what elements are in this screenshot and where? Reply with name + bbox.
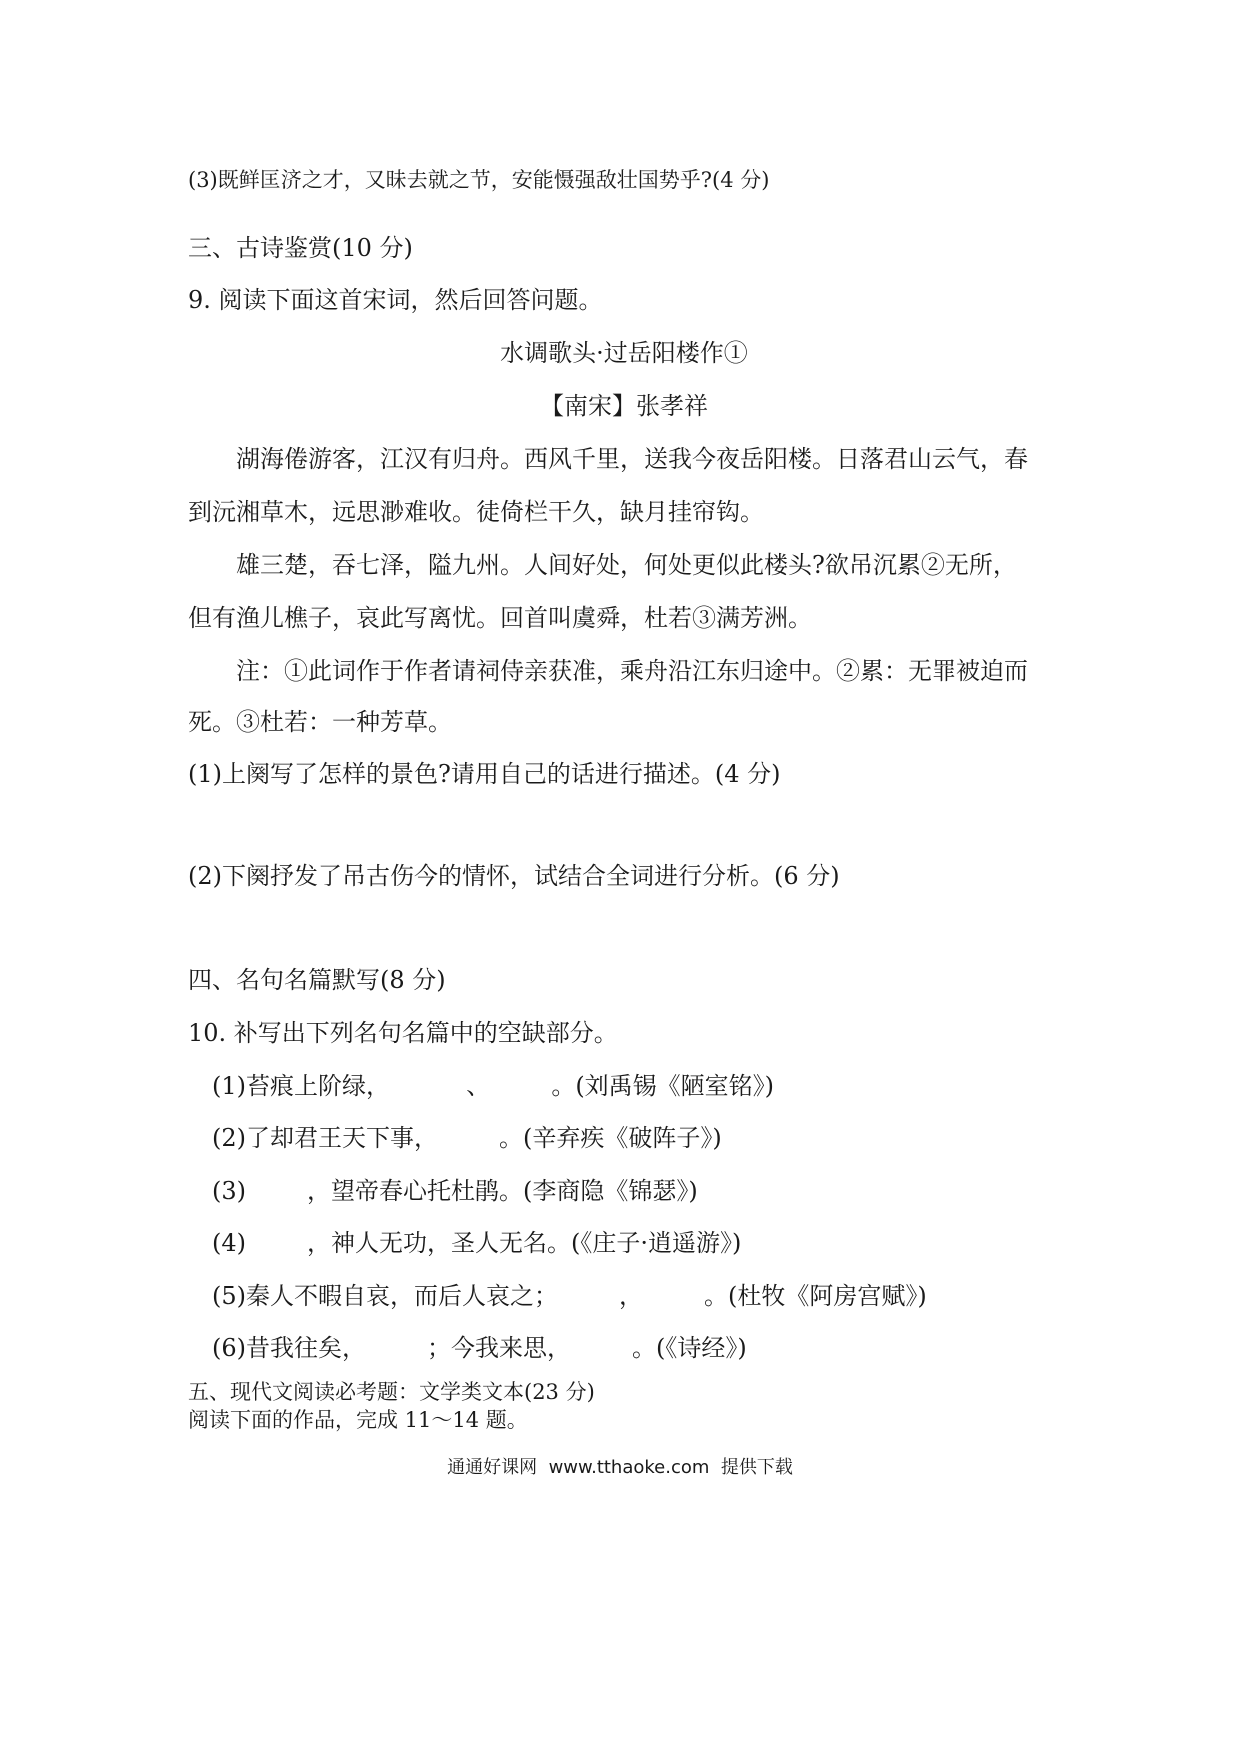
poem-line: 但有渔儿樵子，哀此写离忧。回首叫虞舜，杜若③满芳洲。 bbox=[188, 604, 812, 632]
fill-in-item: (1)苔痕上阶绿， 、 。(刘禹锡《陋室铭》) bbox=[212, 1072, 775, 1100]
question-9-prompt: 9. 阅读下面这首宋词，然后回答问题。 bbox=[188, 286, 603, 314]
poem-note: 死。③杜若：一种芳草。 bbox=[188, 708, 452, 736]
question-8-3: (3)既鲜匡济之才，又昧去就之节，安能慑强敌壮国势乎?(4 分) bbox=[188, 168, 770, 192]
fill-in-item: (5)秦人不暇自哀，而后人哀之； ， 。(杜牧《阿房宫赋》) bbox=[212, 1282, 927, 1310]
section-4-heading: 四、名句名篇默写(8 分) bbox=[188, 966, 446, 994]
poem-line: 湖海倦游客，江汉有归舟。西风千里，送我今夜岳阳楼。日落君山云气，春 bbox=[236, 445, 1028, 473]
question-9-1: (1)上阕写了怎样的景色?请用自己的话进行描述。(4 分) bbox=[188, 760, 781, 788]
fill-in-item: (6)昔我往矣， ；今我来思， 。(《诗经》) bbox=[212, 1334, 747, 1362]
poem-title: 水调歌头·过岳阳楼作① bbox=[500, 339, 748, 367]
fill-in-item: (2)了却君王天下事， 。(辛弃疾《破阵子》) bbox=[212, 1124, 722, 1152]
question-10-prompt: 10. 补写出下列名句名篇中的空缺部分。 bbox=[188, 1019, 618, 1047]
question-9-2: (2)下阕抒发了吊古伤今的情怀，试结合全词进行分析。(6 分) bbox=[188, 862, 840, 890]
fill-in-item: (3) ，望帝春心托杜鹃。(李商隐《锦瑟》) bbox=[212, 1177, 698, 1205]
poem-note: 注：①此词作于作者请祠侍亲获准，乘舟沿江东归途中。②累：无罪被迫而 bbox=[236, 657, 1028, 685]
section-5-prompt: 阅读下面的作品，完成 11～14 题。 bbox=[188, 1408, 528, 1432]
section-5-heading: 五、现代文阅读必考题：文学类文本(23 分) bbox=[188, 1380, 595, 1404]
poem-line: 到沅湘草木，远思渺难收。徒倚栏干久，缺月挂帘钩。 bbox=[188, 498, 764, 526]
fill-in-item: (4) ，神人无功，圣人无名。(《庄子·逍遥游》) bbox=[212, 1229, 742, 1257]
page-footer: 通通好课网 www.tthaoke.com 提供下载 bbox=[447, 1457, 793, 1478]
section-3-heading: 三、古诗鉴赏(10 分) bbox=[188, 234, 413, 262]
poem-author: 【南宋】张孝祥 bbox=[540, 392, 708, 420]
poem-line: 雄三楚，吞七泽，隘九州。人间好处，何处更似此楼头?欲吊沉累②无所， bbox=[236, 551, 1017, 579]
